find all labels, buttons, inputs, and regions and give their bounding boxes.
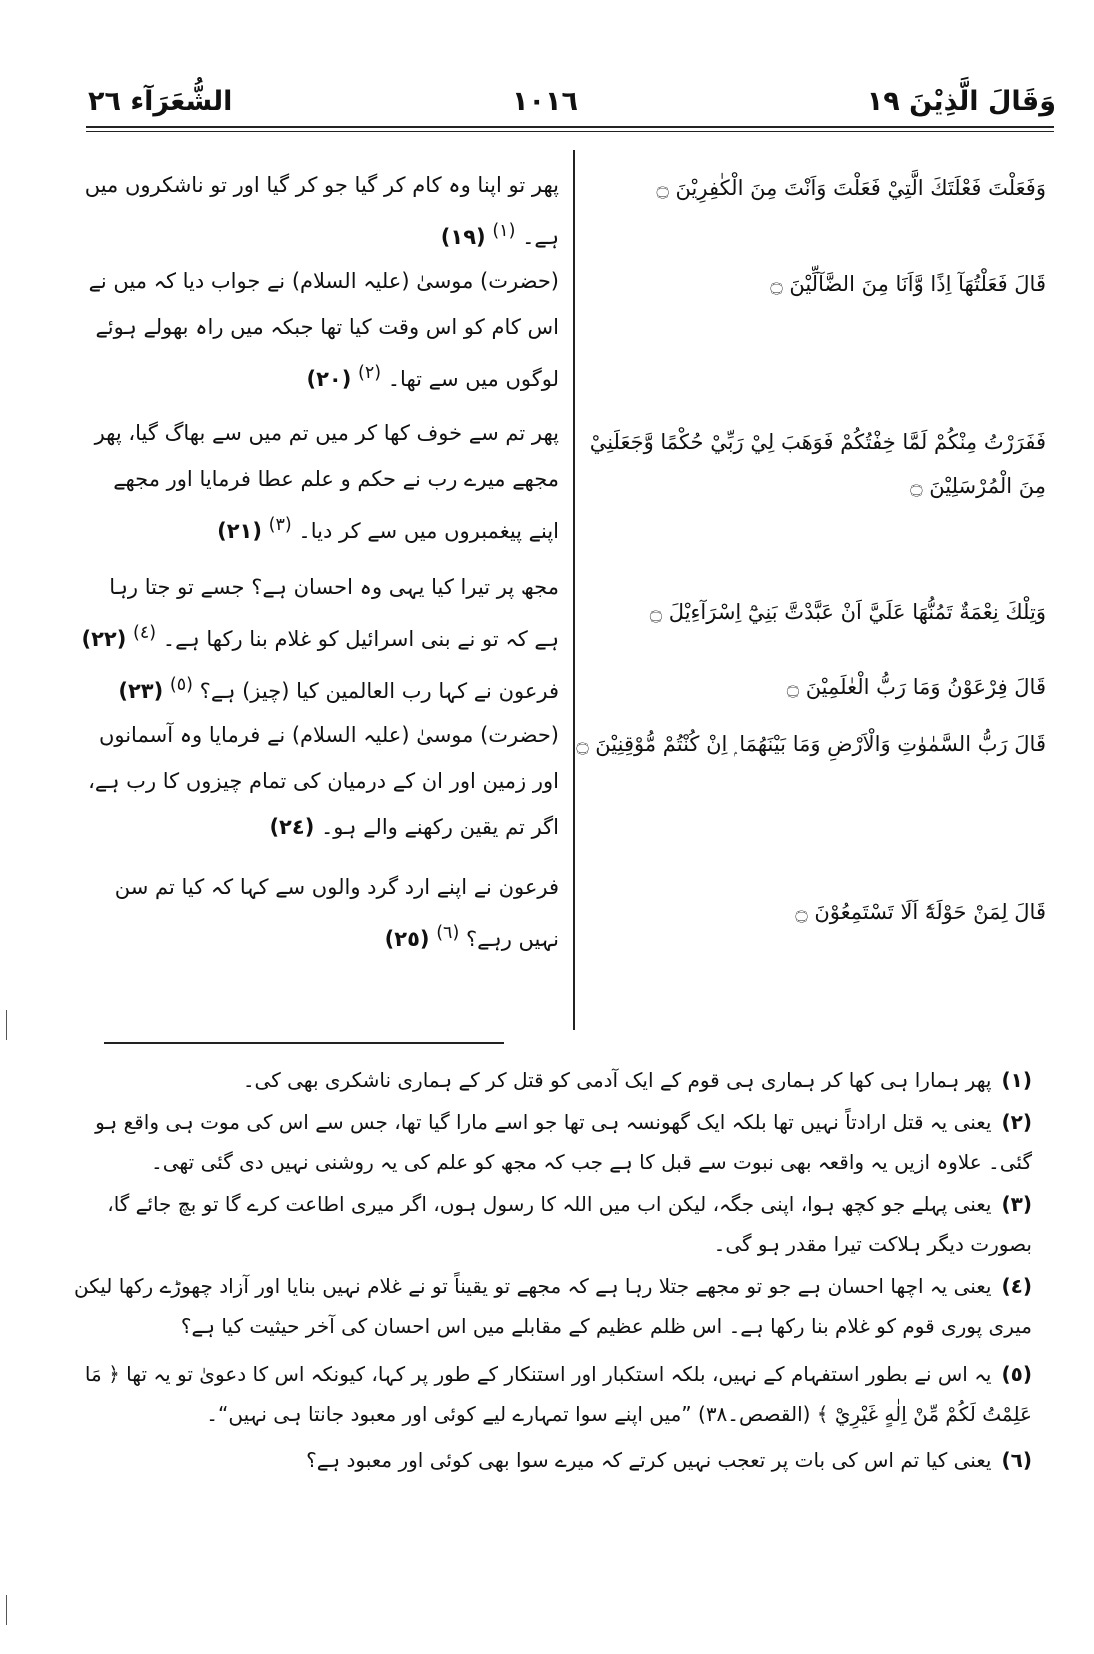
arabic-line: وَتِلْكَ نِعْمَةٌ تَمُنُّهَا عَلَيَّ اَنْ عَبَّدْتَّ بَنِيْٓ اِسْرَآءِيْلَ ۝ [649,600,1046,624]
page-number: ١٠١٦ [512,86,578,117]
header-surah-title: الشُّعَرَآء ٢٦ [88,86,233,117]
verse-number: (٢١) [217,519,262,543]
arabic-verse-20 [586,262,1046,306]
footnote-number: (٥) [1001,1362,1032,1386]
urdu-translation-24 [81,712,559,850]
header-juz-title: وَقَالَ الَّذِيْنَ ١٩ [866,86,1056,117]
arabic-verse-19 [586,166,1046,210]
footnote-text: یعنی یہ اچھا احسان ہے جو تو مجھے جتلا رہا ہے کہ مجھے تو یقیناً تو نے غلام نہیں بنایا اور آزاد چھوڑے رکھا لیکن میری پوری قوم کو غلام بنا رکھا ہے۔ اس ظلم عظیم کے مقابلے میں اس احسان کی آخر حیثیت کیا ہے؟ [73,1274,1032,1338]
footnote-text: یعنی پہلے جو کچھ ہوا، اپنی جگہ، لیکن اب میں اللہ کا رسول ہوں، اگر میری اطاعت کرے گا تو بچ جائے گا، بصورت دیگر ہلاکت تیرا مقدر ہو گی۔ [107,1192,1032,1256]
footnote-number: (٦) [1001,1448,1032,1472]
footnote-text: یہ اس نے بطور استفہام کے نہیں، بلکہ استکبار اور استنکار کے طور پر کہا، کیونکہ اس کا دعویٰ تو یہ تھا ﴿ مَا عَلِمْتُ لَكُمْ مِّنْ اِلٰهٍ غَيْرِيْ ﴾ (القصص۔٣٨) ”میں اپنے سوا تمہارے لیے کوئی اور معبود جانتا ہی نہیں“۔ [84,1362,1032,1426]
verse-number: (٢٤) [269,815,315,839]
verse-number: (٢٣) [118,679,164,703]
arabic-line: وَفَعَلْتَ فَعْلَتَكَ الَّتِيْ فَعَلْتَ وَاَنْتَ مِنَ الْكٰفِرِيْنَ ۝ [656,176,1046,200]
urdu-translation-22 [81,564,559,662]
arabic-verse-23 [586,665,1046,709]
footnote-3 [52,1184,1032,1264]
arabic-line: قَالَ فِرْعَوْنُ وَمَا رَبُّ الْعٰلَمِيْنَ ۝ [786,675,1046,699]
footnote-separator [104,1042,504,1044]
footnote-ref: (٣) [268,515,292,535]
verse-number: (١٩) [440,225,486,249]
footnote-5 [52,1354,1032,1434]
arabic-verse-25 [586,890,1046,934]
footnote-ref: (٥) [169,675,193,695]
footnote-4 [52,1266,1032,1346]
footnote-text: یعنی یہ قتل ارادتاً نہیں تھا بلکہ ایک گھونسہ ہی تھا جو اسے مارا گیا تھا، جس سے اس کی موت ہی واقع ہو گئی۔ علاوہ ازیں یہ واقعہ بھی نبوت سے قبل کا ہے جب کہ مجھ کو علم کی یہ روشنی نہیں دی گئی تھی۔ [95,1110,1032,1174]
footnote-ref: (٤) [133,623,157,643]
translation-text: (حضرت) موسیٰ (علیہ السلام) نے فرمایا وہ آسمانوں اور زمین اور ان کے درمیان کی تمام چیزوں کا رب ہے، اگر تم یقین رکھنے والے ہو۔ [88,723,559,839]
verse-number: (٢٠) [306,367,352,391]
footnote-1 [52,1060,1032,1100]
header-rule [86,126,1054,128]
margin-mark [6,1010,7,1040]
arabic-line: قَالَ لِمَنْ حَوْلَهٗٓ اَلَا تَسْتَمِعُوْنَ ۝ [795,900,1046,924]
translation-text: (حضرت) موسیٰ (علیہ السلام) نے جواب دیا کہ میں نے اس کام کو اس وقت کیا تھا جبکہ میں راہ بھولے ہوئے لوگوں میں سے تھا۔ [88,269,559,391]
arabic-line: قَالَ رَبُّ السَّمٰوٰتِ وَالْاَرْضِ وَمَا بَيْنَهُمَا ۭ اِنْ كُنْتُمْ مُّوْقِنِيْنَ ۝ [576,732,1046,756]
footnote-ref: (٢) [358,363,382,383]
urdu-translation-23 [81,662,559,714]
translation-text: پھر تو اپنا وہ کام کر گیا جو کر گیا اور تو ناشکروں میں ہے۔ [84,173,559,249]
footnote-2 [52,1102,1032,1182]
urdu-translation-19 [81,162,559,260]
arabic-line: فَفَرَرْتُ مِنْكُمْ لَمَّا خِفْتُكُمْ فَوَهَبَ لِيْ رَبِّيْ حُكْمًا وَّجَعَلَنِيْ [589,430,1046,454]
footnote-number: (١) [1001,1068,1032,1092]
arabic-verse-22 [586,590,1046,634]
footnote-text: پھر ہمارا ہی کھا کر ہماری ہی قوم کے ایک آدمی کو قتل کر کے ہماری ناشکری بھی کی۔ [242,1068,992,1092]
header-rule-thin [86,131,1054,132]
footnote-ref: (١) [492,221,516,241]
footnote-text: یعنی کیا تم اس کی بات پر تعجب نہیں کرتے کہ میرے سوا بھی کوئی اور معبود ہے؟ [306,1448,992,1472]
footnote-number: (٢) [1001,1110,1032,1134]
arabic-verse-21 [586,420,1046,508]
urdu-translation-25 [81,864,559,962]
column-divider [573,150,575,1030]
urdu-translation-21 [81,410,559,554]
translation-text: پھر تم سے خوف کھا کر میں تم میں سے بھاگ گیا، پھر مجھے میرے رب نے حکم و علم عطا فرمایا اور مجھے اپنے پیغمبروں میں سے کر دیا۔ [94,421,559,543]
footnote-number: (٣) [1001,1192,1032,1216]
urdu-translation-20 [81,258,559,402]
arabic-line: قَالَ فَعَلْتُهَآ اِذًا وَّاَنَا مِنَ الضَّآلِّيْنَ ۝ [770,272,1046,296]
footnote-number: (٤) [1001,1274,1032,1298]
arabic-line: مِنَ الْمُرْسَلِيْنَ ۝ [910,474,1046,498]
translation-text: فرعون نے اپنے ارد گرد والوں سے کہا کہ کیا تم سن نہیں رہے؟ [114,875,559,951]
verse-number: (٢٢) [81,627,127,651]
footnote-6 [52,1440,1032,1480]
verse-number: (٢٥) [384,927,430,951]
arabic-verse-24 [576,722,1046,766]
footnote-ref: (٦) [436,923,460,943]
translation-text: فرعون نے کہا رب العالمین کیا (چیز) ہے؟ [199,679,559,703]
margin-mark [6,1595,7,1625]
translation-text: مجھ پر تیرا کیا یہی وہ احسان ہے؟ جسے تو جتا رہا ہے کہ تو نے بنی اسرائیل کو غلام بنا رکھا ہے۔ [109,575,559,651]
